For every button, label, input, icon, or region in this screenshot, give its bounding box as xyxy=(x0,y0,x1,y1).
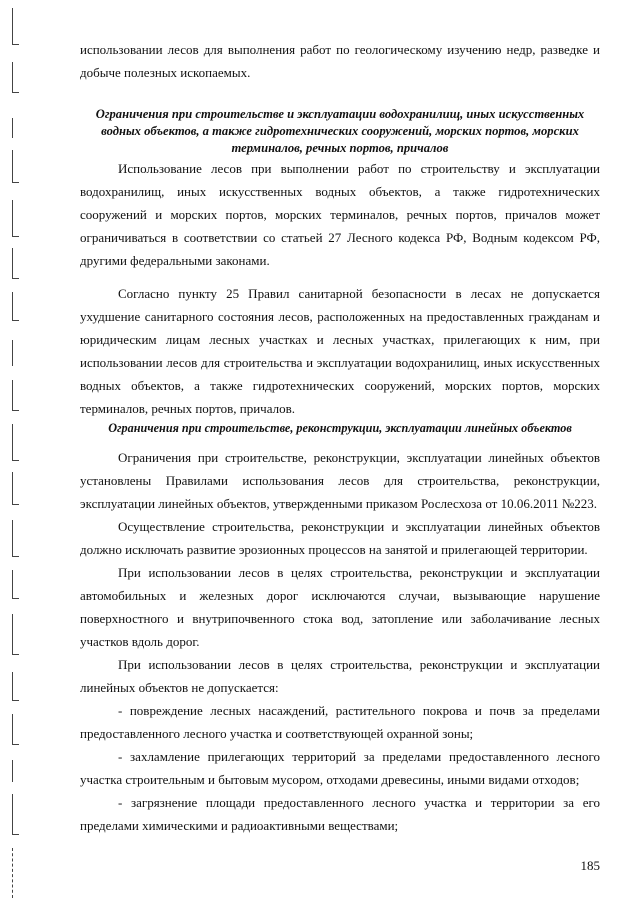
paragraph-2: Согласно пункту 25 Правил санитарной безопасности в лесах не допускается ухудшение санитарного состояния лесов, расположенных на предоставленных гражданам и юридическим лицам лесных участках и лесных участках, прилегающих к ним, при использовании лесов для строительства и эксплуатации водохранилищ, иных искусственных водных объектов, а также гидротехнических сооружений, морских портов, морских терминалов, речных портов, причалов. xyxy=(80,286,600,416)
list-item: - повреждение лесных насаждений, растительного покрова и почв за пределами предоставленного лесного участка и соответствующей охранной зоны; xyxy=(80,703,600,741)
section-1-body xyxy=(80,157,600,420)
paragraph-3: Ограничения при строительстве, реконструкции, эксплуатации линейных объектов установлены Правилами использования лесов для строительства, реконструкции, эксплуатации линейных объектов, утвержденными приказом Рослесхоза от 10.06.2011 №223. xyxy=(80,450,600,511)
page-number: 185 xyxy=(580,858,600,873)
intro-block xyxy=(80,38,600,84)
intro-paragraph: использовании лесов для выполнения работ по геологическому изучению недр, разведке и добыче полезных ископаемых. xyxy=(80,42,600,80)
paragraph-5: При использовании лесов в целях строительства, реконструкции и эксплуатации автомобильных и железных дорог исключаются случаи, вызывающие нарушение поверхностного и внутрипочвенного стока вод, затопление или заболачивание лесных участков вдоль дорог. xyxy=(80,565,600,649)
heading-linear-objects: Ограничения при строительстве, реконструкции, эксплуатации линейных объектов xyxy=(108,421,572,435)
paragraph-6: При использовании лесов в целях строительства, реконструкции и эксплуатации линейных объектов не допускается: xyxy=(80,657,600,695)
list-item: - загрязнение площади предоставленного лесного участка и территории за его пределами химическими и радиоактивными веществами; xyxy=(80,795,600,833)
heading-water-bodies: Ограничения при строительстве и эксплуатации водохранилищ, иных искусственных водных объектов, а также гидротехнических сооружений, морских портов, морских терминалов, речных портов, причалов xyxy=(95,107,585,155)
section-heading-1 xyxy=(86,106,594,157)
section-heading-2 xyxy=(80,420,600,437)
section-2-body xyxy=(80,446,600,837)
paragraph-1: Использование лесов при выполнении работ по строительству и эксплуатации водохранилищ, иных искусственных водных объектов, а также гидротехнических сооружений и морских портов, морских терминалов, речных портов, причалов может ограничиваться в соответствии со статьей 27 Лесного кодекса РФ, Водным кодексом РФ, другими федеральными законами. xyxy=(80,161,600,268)
binding-margin-marks xyxy=(0,0,26,905)
list-item: - захламление прилегающих территорий за пределами предоставленного лесного участка строительным и бытовым мусором, отходами древесины, иными видами отходов; xyxy=(80,749,600,787)
paragraph-4: Осуществление строительства, реконструкции и эксплуатации линейных объектов должно исключать развитие эрозионных процессов на занятой и прилегающей территории. xyxy=(80,519,600,557)
